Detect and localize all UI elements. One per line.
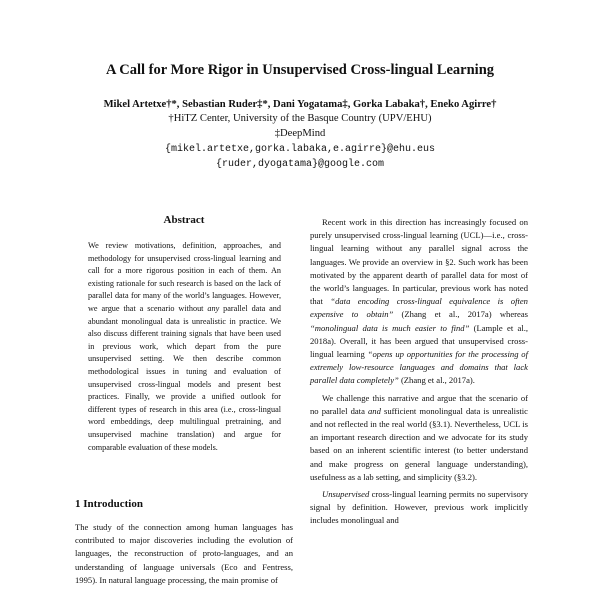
email-ehu: {mikel.artetxe,gorka.labaka,e.agirre}@ehu.eus bbox=[164, 144, 436, 155]
affiliation-hitz: †HiTZ Center, University of the Basque Country (UPV/EHU) bbox=[168, 113, 432, 124]
right-column bbox=[310, 216, 528, 528]
author-list: Mikel Artetxe†*, Sebastian Ruder‡*, Dani Yogatama‡, Gorka Labaka†, Eneko Agirre† bbox=[103, 99, 497, 110]
paper-title: A Call for More Rigor in Unsupervised Cross-lingual Learning bbox=[105, 62, 495, 78]
abstract-body: We review motivations, definition, approaches, and methodology for unsupervised cross-lingual learning and call for a more rigorous position in each of them. An existing rationale for such research is based on the lack of parallel data for many of the world’s languages. However, we argue that a scenario without any parallel data and abundant monolingual data is unrealistic in practice. We also discuss different training signals that have been used in previous work, which depart from the pure unsupervised setting. We then describe common methodological issues in tuning and evaluation of unsupervised cross-lingual models and present best practices. Finally, we provide a unified outlook for different types of research in this area (i.e., cross-lingual word embeddings, deep multilingual pretraining, and unsupervised machine translation) and argue for comparable evaluation of these models. bbox=[88, 241, 281, 452]
right-paragraph-2: We challenge this narrative and argue that the scenario of no parallel data and sufficient monolingual data is unrealistic and not reflected in the real world (§3.1). Nevertheless, UCL is an important research direction and we advocate for its study based on an inherent scientific interest (to better understand and make progress on general language understanding), usefulness as a lab setting, and simplicity (§3.2). bbox=[310, 392, 528, 482]
introduction-paragraph: The study of the connection among human languages has contributed to major discoveries including the evolution of languages, the reconstruction of proto-languages, and an understanding of language universals (Eco and Fentress, 1995). In natural language processing, the main promise of bbox=[75, 522, 293, 585]
right-paragraph-3: Unsupervised cross-lingual learning permits no supervisory signal by definition. However, previous work implicitly includes monolingual and bbox=[310, 489, 528, 526]
affiliation-deepmind: ‡DeepMind bbox=[274, 128, 326, 139]
right-paragraph-1: Recent work in this direction has increasingly focused on purely unsupervised cross-lingual learning (UCL)—i.e., cross-lingual learning without any parallel signal across the languages. We provide an overview in §2. Such work has been motivated by the apparent dearth of parallel data for most of the world’s languages. In particular, previous work has noted that “data encoding cross-lingual equivalence is often expensive to obtain” (Zhang et al., 2017a) whereas “monolingual data is much easier to find” (Lample et al., 2018a). Overall, it has been argued that unsupervised cross-lingual learning “opens up opportunities for the processing of extremely low-resource languages and domains that lack parallel data completely” (Zhang et al., 2017a). bbox=[310, 217, 528, 386]
section-heading-introduction: 1 Introduction bbox=[75, 498, 143, 510]
abstract-heading: Abstract bbox=[163, 214, 205, 226]
email-google: {ruder,dyogatama}@google.com bbox=[215, 159, 385, 170]
